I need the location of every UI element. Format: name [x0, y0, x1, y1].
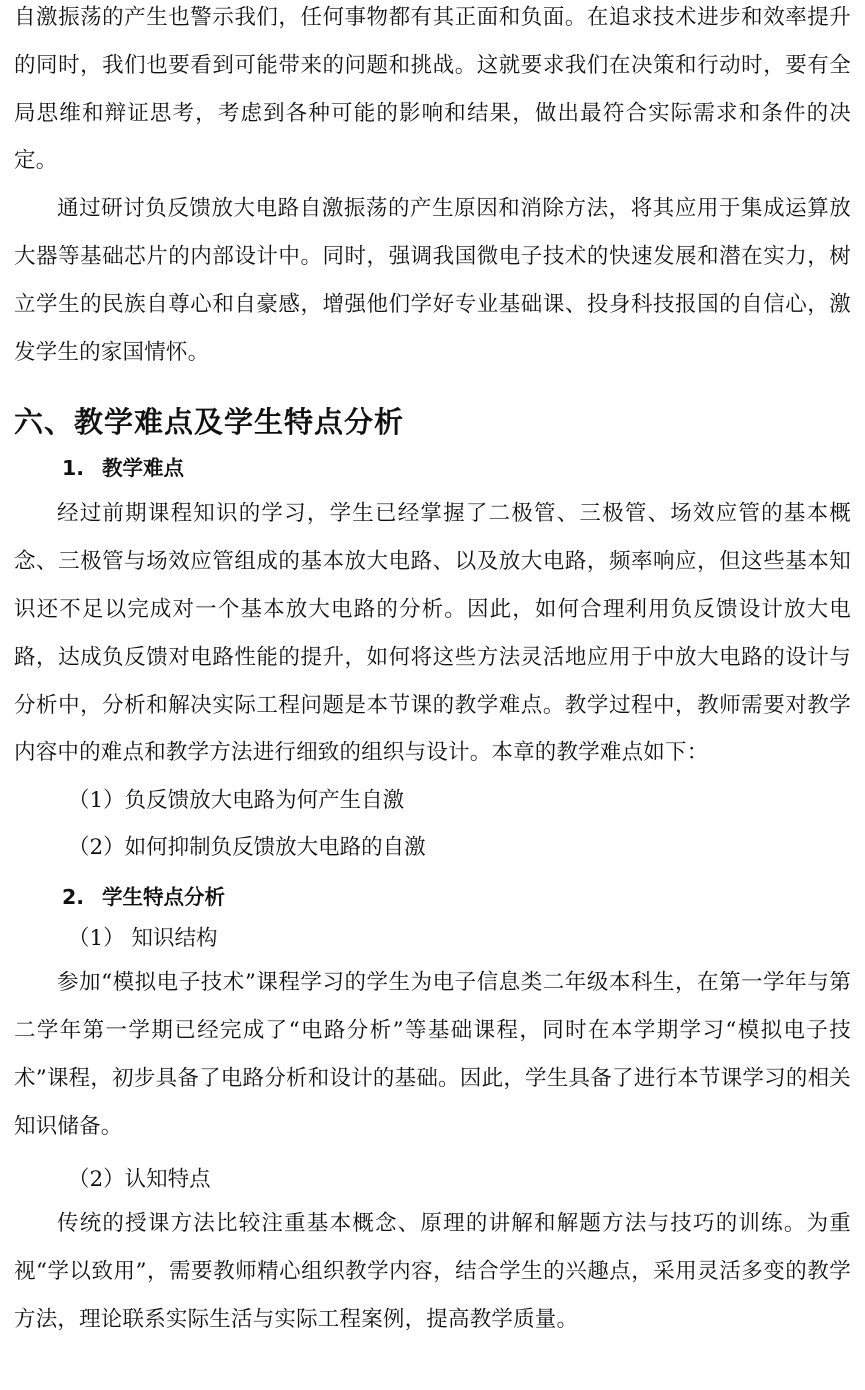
spacer — [14, 1150, 851, 1160]
section-heading: 六、教学难点及学生特点分析 — [14, 405, 405, 440]
knowledge-paragraph: 参加“模拟电子技术”课程学习的学生为电子信息类二年级本科生，在第一学年与第二学年第一学期已经完成了“电路分析”等基础课程，同时在本学期学习“模拟电子技术”课程，初步具备了电路分析和设计的基础。因此，学生具备了进行本节课学习的相关知识储备。 — [14, 970, 851, 1139]
subsection-title: 教学难点 — [102, 456, 184, 481]
subsection-number: 1. — [62, 456, 85, 481]
difficulties-paragraph: 经过前期课程知识的学习，学生已经掌握了二极管、三极管、场效应管的基本概念、三极管与场效应管组成的基本放大电路、以及放大电路，频率响应，但这些基本知识还不足以完成对一个基本放大电路的分析。因此，如何合理利用负反馈设计放大电路，达成负反馈对电路性能的提升，如何将这些方法灵活地应用于中放大电路的设计与分析中，分析和解决实际工程问题是本节课的教学难点。教学过程中，教师需要对教学内容中的难点和教学方法进行细致的组织与设计。本章的教学难点如下： — [14, 501, 851, 766]
subsection-title: 学生特点分析 — [102, 885, 225, 910]
cognitive-heading: （2）认知特点 — [68, 1167, 211, 1193]
goal-paragraph: 通过研讨负反馈放大电路自激振荡的产生原因和消除方法，将其应用于集成运算放大器等基础芯片的内部设计中。同时，强调我国微电子技术的快速发展和潜在实力，树立学生的民族自尊心和自豪感，增强他们学好专业基础课、投身科技报国的自信心，激发学生的家国情怀。 — [14, 196, 851, 365]
cognitive-paragraph: 传统的授课方法比较注重基本概念、原理的讲解和解题方法与技巧的训练。为重视“学以致用”，需要教师精心组织教学内容，结合学生的兴趣点，采用灵活多变的教学方法，理论联系实际生活与实际工程案例，提高教学质量。 — [14, 1211, 851, 1332]
difficulty-item-1: （1）负反馈放大电路为何产生自激 — [68, 788, 405, 814]
subsection-number: 2. — [62, 885, 85, 910]
intro-paragraph: 自激振荡的产生也警示我们，任何事物都有其正面和负面。在追求技术进步和效率提升的同时，我们也要看到可能带来的问题和挑战。这就要求我们在决策和行动时，要有全局思维和辩证思考，考虑到各种可能的影响和结果，做出最符合实际需求和条件的决定。 — [14, 5, 851, 174]
difficulty-item-2: （2）如何抑制负反馈放大电路的自激 — [68, 835, 426, 861]
knowledge-heading: （1） 知识结构 — [68, 926, 218, 952]
subsection-heading-difficulties — [14, 450, 851, 486]
subsection-heading-students — [14, 879, 851, 915]
